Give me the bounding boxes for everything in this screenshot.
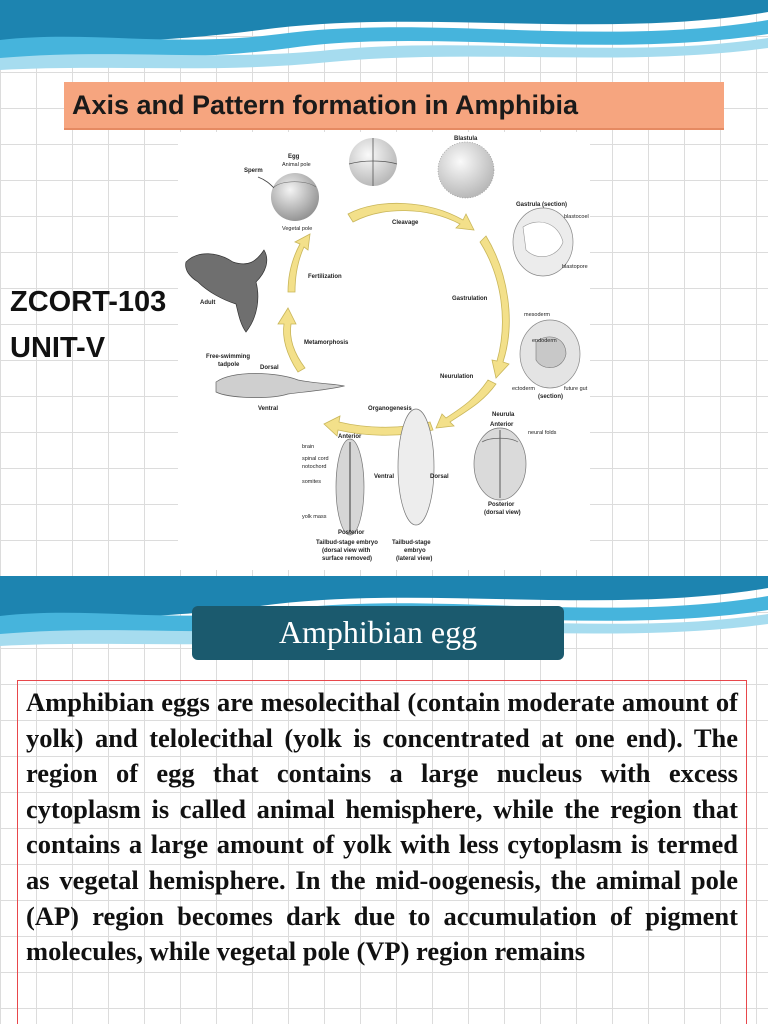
slide-title: Amphibian egg <box>192 606 564 660</box>
label-ectoderm: ectoderm <box>512 386 535 392</box>
label-future-gut: future gut <box>564 386 588 392</box>
label-tailbud-posterior: Posterior <box>338 530 365 536</box>
label-tailbud-ventral: Ventral <box>374 474 395 480</box>
unit-label: UNIT-V <box>10 332 106 364</box>
amphibian-life-cycle-diagram <box>178 132 590 570</box>
cycle-arrows <box>278 203 509 436</box>
label-dorsal-view: (dorsal view) <box>484 510 521 516</box>
label-mesoderm: mesoderm <box>524 312 550 318</box>
label-neural-folds: neural folds <box>528 430 557 436</box>
label-ventral: Ventral <box>258 406 279 412</box>
label-tailbud-a-1: Tailbud-stage embryo <box>316 540 378 546</box>
label-notochord: notochord <box>302 464 327 470</box>
label-cleavage: Cleavage <box>392 220 419 226</box>
label-yolk-mass: yolk mass <box>302 514 327 520</box>
label-spinal-cord: spinal cord <box>302 456 329 462</box>
tadpole-illustration <box>216 374 344 398</box>
slide-amphibian-egg <box>0 576 768 1024</box>
adult-frog-illustration <box>186 250 267 332</box>
label-adult: Adult <box>200 300 216 306</box>
label-blastula: Blastula <box>454 136 478 142</box>
label-tadpole-1: Free-swimming <box>206 354 251 360</box>
label-tailbud-b-2: embryo <box>404 548 426 554</box>
label-neurula-posterior: Posterior <box>488 502 515 508</box>
content-box <box>17 680 747 1024</box>
label-tailbud-a-3: surface removed) <box>322 556 373 562</box>
label-tailbud-dorsal: Dorsal <box>430 474 449 480</box>
label-somites: somites <box>302 479 321 485</box>
label-tadpole-2: tadpole <box>218 362 240 368</box>
egg-illustration <box>271 173 319 221</box>
header-wave-decoration <box>0 0 768 80</box>
label-animal-pole: Animal pole <box>282 162 311 168</box>
label-neurulation: Neurulation <box>440 374 474 380</box>
label-vegetal-pole: Vegetal pole <box>282 226 313 232</box>
label-gastrula: Gastrula (section) <box>516 202 568 208</box>
label-metamorphosis: Metamorphosis <box>304 340 349 346</box>
label-gastrulation: Gastrulation <box>452 296 488 302</box>
course-code: ZCORT-103 <box>10 286 167 318</box>
label-dorsal: Dorsal <box>260 365 279 371</box>
label-neurula: Neurula <box>492 412 515 418</box>
label-blastocoel: blastocoel <box>564 214 589 220</box>
label-tailbud-a-2: (dorsal view with <box>322 548 371 554</box>
label-neurula-anterior: Anterior <box>490 422 514 428</box>
slide-title: Axis and Pattern formation in Amphibia <box>64 82 724 130</box>
label-tailbud-anterior: Anterior <box>338 434 362 440</box>
label-endoderm: endoderm <box>532 338 557 344</box>
label-organogenesis: Organogenesis <box>368 406 412 412</box>
label-tailbud-b-1: Tailbud-stage <box>392 540 431 546</box>
label-sperm: Sperm <box>244 168 263 174</box>
egg-description-paragraph: Amphibian eggs are mesolecithal (contain moderate amount of yolk) and telolecithal (yolk is concentrated at one end). The region of egg that contains a large nucleus with excess cytoplasm is called animal hemisphere, while the region that contains a large amount of yolk with less cytoplasm is termed as vegetal hemisphere. In the mid-oogenesis, the amimal pole (AP) region becomes dark due to accumulation of pigment molecules, while vegetal pole (VP) region remains <box>26 687 738 967</box>
label-egg: Egg <box>288 154 300 160</box>
label-fertilization: Fertilization <box>308 274 342 280</box>
label-section: (section) <box>538 394 564 400</box>
label-brain: brain <box>302 444 315 450</box>
label-tailbud-b-3: (lateral view) <box>396 556 433 562</box>
label-blastopore: blastopore <box>562 264 588 270</box>
tailbud-lateral-illustration <box>398 409 434 525</box>
